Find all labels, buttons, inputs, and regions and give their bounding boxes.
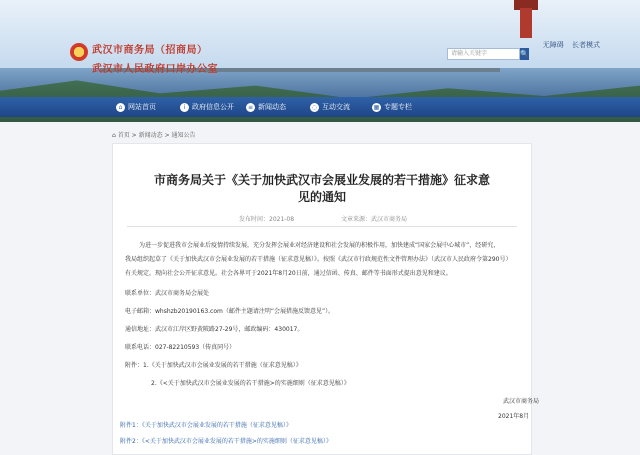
attachment-link-1[interactable]: 附件1：《关于加快武汉市会展业发展的若干措施（征求意见稿）》 bbox=[120, 422, 292, 429]
nav-item-info[interactable] bbox=[180, 97, 234, 117]
column-icon: ▦ bbox=[373, 103, 380, 111]
nav-item-special[interactable] bbox=[372, 97, 412, 117]
divider bbox=[127, 226, 517, 227]
nav-label: 政府信息公开 bbox=[192, 103, 234, 111]
breadcrumb bbox=[112, 131, 530, 141]
breadcrumb-separator: > bbox=[131, 132, 137, 139]
sign-date: 2021年8月 bbox=[498, 413, 530, 420]
contact-unit: 联系单位：武汉市商务局会展处 bbox=[125, 290, 210, 297]
breadcrumb-news[interactable]: 新闻动态 bbox=[138, 132, 163, 139]
nav-item-home[interactable] bbox=[116, 97, 156, 117]
header-banner bbox=[0, 0, 640, 122]
attachment-2: 2.《<关于加快武汉市会展业发展的若干措施>的实施细则（征求意见稿）》 bbox=[151, 380, 350, 387]
news-icon: ≡ bbox=[247, 103, 254, 111]
main-nav bbox=[0, 97, 640, 117]
nav-label: 专题专栏 bbox=[384, 103, 412, 111]
nav-item-news[interactable] bbox=[246, 97, 286, 117]
attachment-links bbox=[0, 410, 640, 453]
contact-phone: 联系电话：027-82210593（传真同号） bbox=[125, 344, 236, 351]
attachment-link-2[interactable]: 附件2：《<关于加快武汉市会展业发展的若干措施>的实施细则（征求意见稿）》 bbox=[120, 438, 332, 445]
article-source: 文章来源：武汉市商务局 bbox=[341, 216, 408, 223]
contact-address: 通信地址：武汉市江岸区野黄陂路27-29号，邮政编码：430017。 bbox=[125, 326, 304, 333]
yellow-crane-tower-icon bbox=[520, 8, 532, 38]
attachment-1: 附件：1.《关于加快武汉市会展业发展的若干措施（征求意见稿）》 bbox=[125, 362, 302, 369]
home-icon: ⌂ bbox=[112, 132, 116, 139]
article-panel bbox=[112, 143, 540, 455]
top-links bbox=[537, 40, 600, 50]
org-name-2: 武汉市人民政府口岸办公室 bbox=[92, 64, 218, 75]
body-line: 有关规定，现向社会公开征求意见。社会各界可于2021年8月20日前，通过信函、传真、邮件等书面形式提出意见和建议。 bbox=[125, 270, 452, 277]
search-input[interactable]: 请输入关键字 bbox=[447, 48, 520, 60]
emblem-icon bbox=[70, 43, 88, 61]
nav-label: 互动交流 bbox=[322, 103, 350, 111]
contact-email: 电子邮箱：whshzb20190163.com（邮件主题请注明“会展措施反馈意见”）。 bbox=[125, 308, 335, 315]
chat-icon: ◌ bbox=[311, 103, 318, 111]
site-brand[interactable] bbox=[92, 41, 218, 75]
home-icon: ⌂ bbox=[116, 103, 125, 112]
org-name-1: 武汉市商务局（招商局） bbox=[92, 45, 208, 56]
accessibility-link[interactable]: 无障碍 bbox=[542, 41, 564, 49]
nav-label: 网站首页 bbox=[128, 103, 156, 111]
body-line: 我局组织起草了《关于加快武汉市会展业发展的若干措施（征求意见稿）》。按照《武汉市行政规范性文件管理办法》（武汉市人民政府令第290号） bbox=[125, 256, 512, 263]
elder-mode-link[interactable]: 长者模式 bbox=[572, 41, 600, 49]
search-icon[interactable]: 🔍 bbox=[520, 50, 529, 58]
breadcrumb-notice[interactable]: 通知公告 bbox=[171, 132, 196, 139]
publish-time: 发布时间：2021-08 bbox=[239, 216, 295, 223]
breadcrumb-home[interactable]: 首页 bbox=[117, 132, 130, 139]
info-icon: i bbox=[180, 103, 189, 112]
breadcrumb-separator: > bbox=[164, 132, 170, 139]
signature: 武汉市商务局 bbox=[503, 398, 540, 405]
nav-item-interact[interactable] bbox=[310, 97, 350, 117]
page-title: 市商务局关于《关于加快武汉市会展业发展的若干措施》征求意见的通知 bbox=[153, 173, 490, 204]
nav-label: 新闻动态 bbox=[258, 103, 286, 111]
body-line: 为进一步促进我市会展业后疫情持续发展，充分发挥会展业对经济建设和社会发展的积极作用，加快建成“国家会展中心城市”，经研究， bbox=[139, 242, 500, 249]
